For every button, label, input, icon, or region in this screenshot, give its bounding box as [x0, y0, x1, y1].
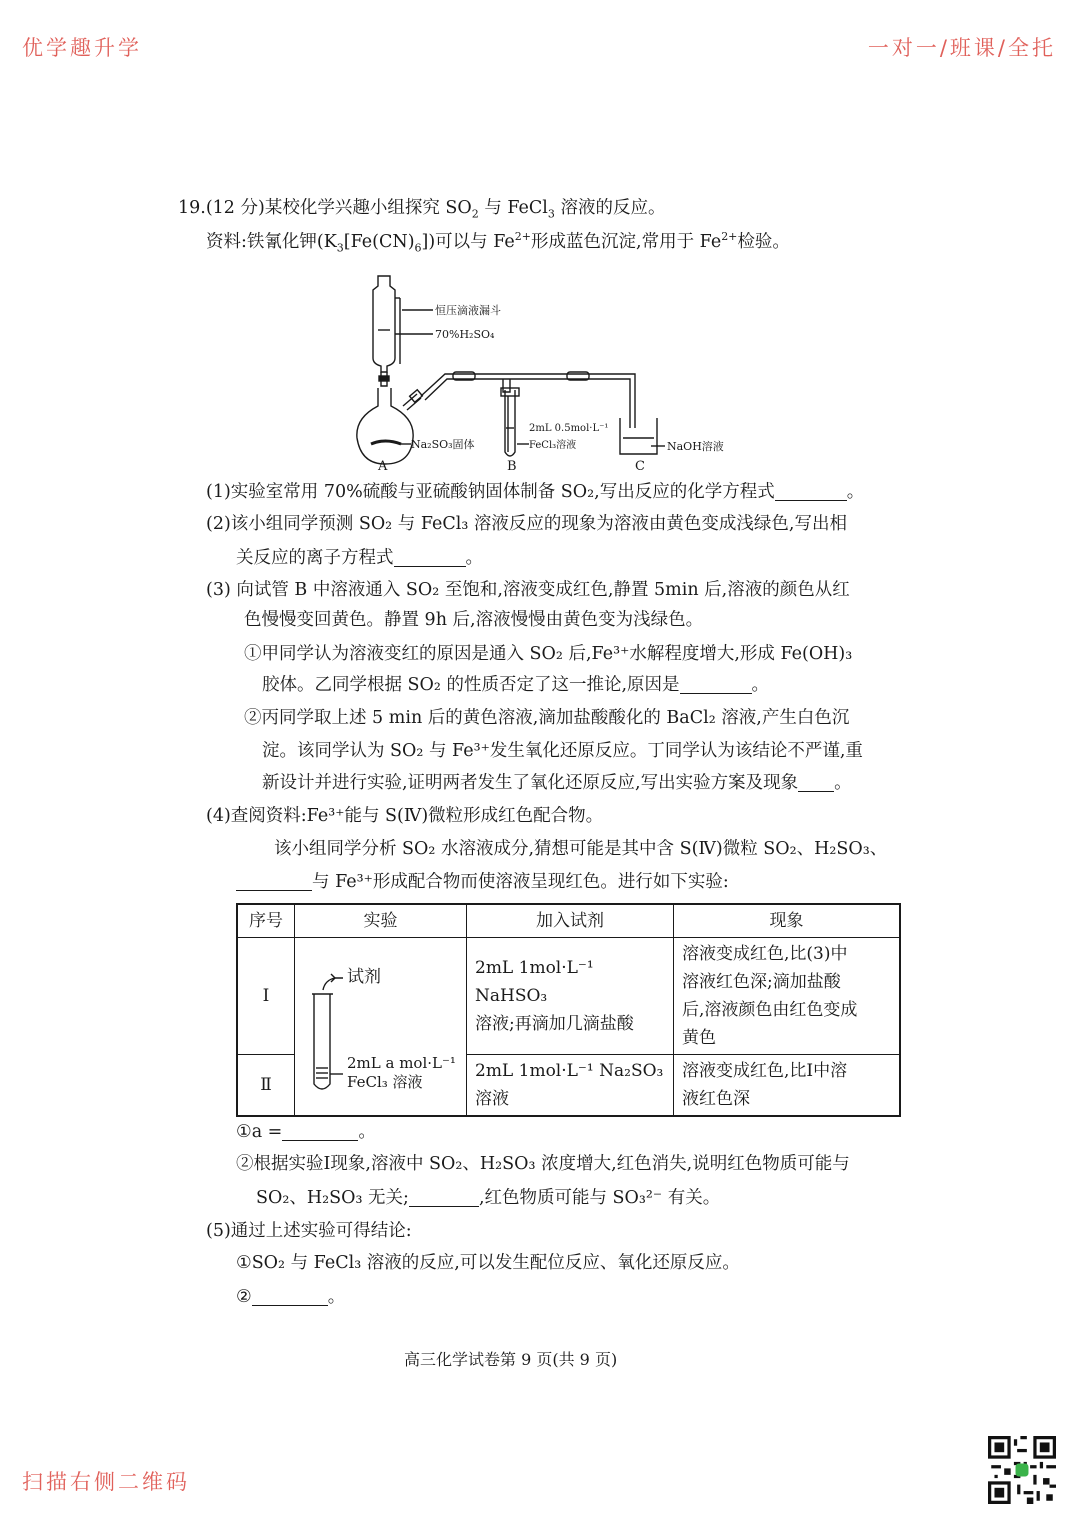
part-3-line2: 色慢慢变回黄色。静置 9h 后,溶液慢慢由黄色变为浅绿色。 — [244, 610, 704, 630]
part-4-line2: 该小组同学分析 SO₂ 水溶液成分,猜想可能是其中含 S(Ⅳ)微粒 SO₂、H₂SO₃、 — [274, 839, 888, 859]
watermark-bottom-left: 扫描右侧二维码 — [22, 1470, 190, 1494]
qr-code-icon[interactable] — [988, 1436, 1056, 1504]
watermark-top-right: 一对一/班课/全托 — [867, 36, 1056, 60]
part-1: (1)实验室常用 70%硫酸与亚硫酸钠固体制备 SO₂,写出反应的化学方程式 。 — [206, 482, 865, 502]
header-reagent: 加入试剂 — [467, 904, 674, 938]
acid-label: 70%H₂SO₄ — [435, 328, 495, 341]
part-3-1-line1: ①甲同学认为溶液变红的原因是通入 SO₂ 后,Fe³⁺水解程度增大,形成 Fe(OH)₃ — [244, 644, 853, 664]
question-stem: 19.(12 分)某校化学兴趣小组探究 $SO_2$ 与 FeCl$_3$ 溶液的反应。 — [178, 198, 666, 221]
header-id: 序号 — [237, 904, 295, 938]
page-footer: 高三化学试卷第 9 页(共 9 页) — [404, 1350, 618, 1369]
row1-phenomenon: 溶液变成红色,比(3)中 溶液红色深;滴加盐酸 后,溶液颜色由红色变成 黄色 — [674, 938, 901, 1055]
part-5-2: ② 。 — [236, 1287, 346, 1307]
b-label-2: FeCl₃溶液 — [529, 440, 577, 451]
part-4-2-line2: SO₂、H₂SO₃ 无关; ,红色物质可能与 SO₃²⁻ 有关。 — [256, 1188, 721, 1208]
apparatus-c: C — [635, 459, 645, 473]
part-4-line3: 与 Fe³⁺形成配合物而使溶液呈现红色。进行如下实验: — [236, 870, 729, 894]
row2-reagent: 2mL 1mol·L⁻¹ Na₂SO₃ 溶液 — [467, 1055, 674, 1117]
header-phenomenon: 现象 — [674, 904, 901, 938]
row2-phenomenon: 溶液变成红色,比Ⅰ中溶 液红色深 — [674, 1055, 901, 1117]
row2-id: Ⅱ — [237, 1055, 295, 1117]
part-3-1-line2: 胶体。乙同学根据 SO₂ 的性质否定了这一推论,原因是 。 — [262, 675, 770, 695]
table-row — [237, 938, 900, 1055]
apparatus-a: A — [378, 459, 388, 473]
part-3-2-line1: ②丙同学取上述 5 min 后的黄色溶液,滴加盐酸酸化的 BaCl₂ 溶液,产生白色沉 — [244, 708, 850, 728]
part-3-2-line2: 淀。该同学认为 SO₂ 与 Fe³⁺发生氧化还原反应。丁同学认为该结论不严谨,重 — [262, 741, 863, 761]
experiment-table — [236, 903, 901, 1117]
watermark-top-left: 优学趣升学 — [22, 36, 142, 60]
test-tube-diagram — [295, 942, 465, 1112]
info-line: 资料:铁氰化钾$(K_3[Fe(CN)_6])$可以与 $Fe^{2+}$形成蓝色沉淀,常用于 $Fe^{2+}$检验。 — [206, 230, 790, 255]
apparatus-diagram — [345, 268, 745, 473]
header-experiment: 实验 — [295, 904, 467, 938]
part-4-line1: (4)查阅资料:Fe³⁺能与 S(Ⅳ)微粒形成红色配合物。 — [206, 806, 604, 826]
diagram-reagent-label: 试剂 — [347, 966, 381, 987]
apparatus-b: B — [507, 459, 517, 473]
part-5-1: ①SO₂ 与 FeCl₃ 溶液的反应,可以发生配位反应、氧化还原反应。 — [236, 1253, 740, 1273]
part-2-line2: 关反应的离子方程式 。 — [236, 548, 483, 568]
part-3-line1: (3) 向试管 B 中溶液通入 SO₂ 至饱和,溶液变成红色,静置 5min 后,溶液的颜色从红 — [206, 580, 850, 600]
solid-label: Na₂SO₃固体 — [411, 438, 475, 451]
row1-reagent: 2mL 1mol·L⁻¹ NaHSO₃ 溶液;再滴加几滴盐酸 — [467, 938, 674, 1055]
part-2-line1: (2)该小组同学预测 SO₂ 与 FeCl₃ 溶液反应的现象为溶液由黄色变成浅绿色,写出相 — [206, 514, 847, 534]
c-label: NaOH溶液 — [667, 440, 724, 453]
row1-id: Ⅰ — [237, 938, 295, 1055]
experiment-diagram-cell — [295, 938, 467, 1117]
funnel-label: 恒压滴液漏斗 — [435, 304, 501, 317]
diagram-label-2: FeCl₃ 溶液 — [347, 1072, 423, 1091]
diagram-label-1: 2mL a mol·L⁻¹ — [347, 1053, 456, 1072]
part-3-2-line3: 新设计并进行实验,证明两者发生了氧化还原反应,写出实验方案及现象 。 — [262, 773, 852, 793]
part-4-2-line1: ②根据实验Ⅰ现象,溶液中 SO₂、H₂SO₃ 浓度增大,红色消失,说明红色物质可能与 — [236, 1154, 850, 1174]
b-label-1: 2mL 0.5mol·L⁻¹ — [529, 423, 609, 434]
part-4-1: ①a = 。 — [236, 1122, 376, 1142]
part-5-line1: (5)通过上述实验可得结论: — [206, 1221, 412, 1241]
table-header-row — [237, 904, 900, 938]
